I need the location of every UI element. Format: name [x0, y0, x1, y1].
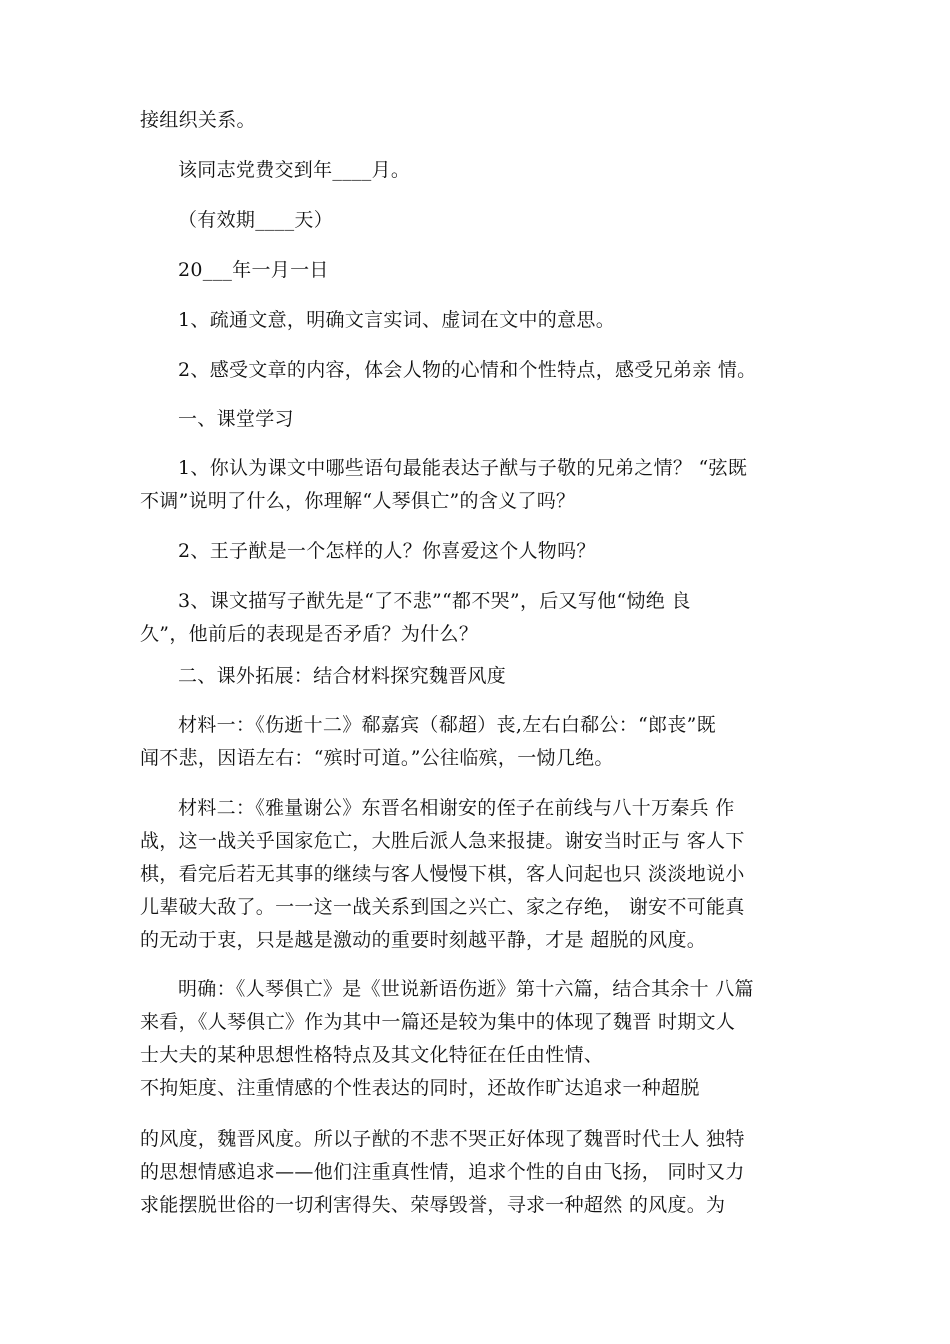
- text-line: 的无动于衷，只是越是激动的重要时刻越平静，才是 超脱的风度。: [140, 929, 707, 951]
- paragraph-date: [140, 254, 830, 287]
- text-line: 1、疏通文意，明确文言实词、虚词在文中的意思。: [178, 309, 615, 331]
- text-line: 棋，看完后若无其事的继续与客人慢慢下棋，客人问起也只 淡淡地说小: [140, 863, 745, 885]
- text-line: 2、感受文章的内容，体会人物的心情和个性特点，感受兄弟亲 情。: [178, 359, 757, 381]
- paragraph-continuation: [140, 1123, 830, 1222]
- paragraph-question-2: [140, 535, 830, 568]
- paragraph-clarification: [140, 973, 830, 1105]
- text-line: 该同志党费交到年____月。: [178, 159, 411, 181]
- paragraph-question-1: [140, 452, 830, 518]
- paragraph-org-relation: [140, 104, 830, 137]
- text-line: 二、课外拓展：结合材料探究魏晋风度: [178, 665, 507, 687]
- text-line: 1、你认为课文中哪些语句最能表达子猷与子敬的兄弟之情？ “弦既: [178, 457, 748, 479]
- text-line: 士大夫的某种思想性格特点及其文化特征在任由性情、: [140, 1044, 604, 1066]
- section-heading-classroom: [140, 403, 830, 436]
- text-line: 久”，他前后的表现是否矛盾？为什么？: [140, 623, 479, 645]
- text-line: 材料一：《伤逝十二》郗嘉宾（郗超）丧,左右白郗公：“郎丧”既: [178, 714, 716, 736]
- text-line: 材料二：《雅量谢公》东晋名相谢安的侄子在前线与八十万秦兵 作: [178, 797, 735, 819]
- section-heading-extension: [140, 660, 830, 693]
- text-line: 3、课文描写子猷先是“了不悲”“都不哭”，后又写他“恸绝 良: [178, 590, 691, 612]
- text-line: 战，这一战关乎国家危亡，大胜后派人急来报捷。谢安当时正与 客人下: [140, 830, 745, 852]
- paragraph-objective-1: [140, 304, 830, 337]
- text-line: 的思想情感追求——他们注重真性情，追求个性的自由飞扬， 同时又力: [140, 1161, 745, 1183]
- text-line: 不拘矩度、注重情感的个性表达的同时，还故作旷达追求一种超脱: [140, 1077, 700, 1099]
- paragraph-material-1: [140, 709, 830, 775]
- text-line: 2、王子猷是一个怎样的人？你喜爱这个人物吗？: [178, 540, 596, 562]
- text-line: 求能摆脱世俗的一切利害得失、荣辱毁誉，寻求一种超然 的风度。为: [140, 1194, 726, 1216]
- paragraph-validity: [140, 204, 830, 237]
- paragraph-objective-2: [140, 354, 830, 387]
- paragraph-question-3: [140, 585, 830, 651]
- text-line: 接组织关系。: [140, 109, 256, 131]
- text-line: 的风度，魏晋风度。所以子猷的不悲不哭正好体现了魏晋时代士人 独特: [140, 1128, 745, 1150]
- text-line: 不调”说明了什么，你理解“人琴俱亡”的含义了吗？: [140, 490, 576, 512]
- text-line: 一、课堂学习: [178, 408, 294, 430]
- text-line: 闻不悲，因语左右：“殡时可道。”公往临殡，一恸几绝。: [140, 747, 614, 769]
- text-line: 20___年一月一日: [178, 259, 329, 281]
- text-line: 儿辈破大敌了。一一这一战关系到国之兴亡、家之存绝， 谢安不可能真: [140, 896, 745, 918]
- text-line: 明确：《人琴俱亡》是《世说新语伤逝》第十六篇，结合其余十 八篇: [178, 978, 754, 1000]
- paragraph-material-2: [140, 792, 830, 957]
- text-line: （有效期____天）: [178, 209, 334, 231]
- text-line: 来看，《人琴俱亡》作为其中一篇还是较为集中的体现了魏晋 时期文人: [140, 1011, 736, 1033]
- paragraph-party-fee: [140, 154, 830, 187]
